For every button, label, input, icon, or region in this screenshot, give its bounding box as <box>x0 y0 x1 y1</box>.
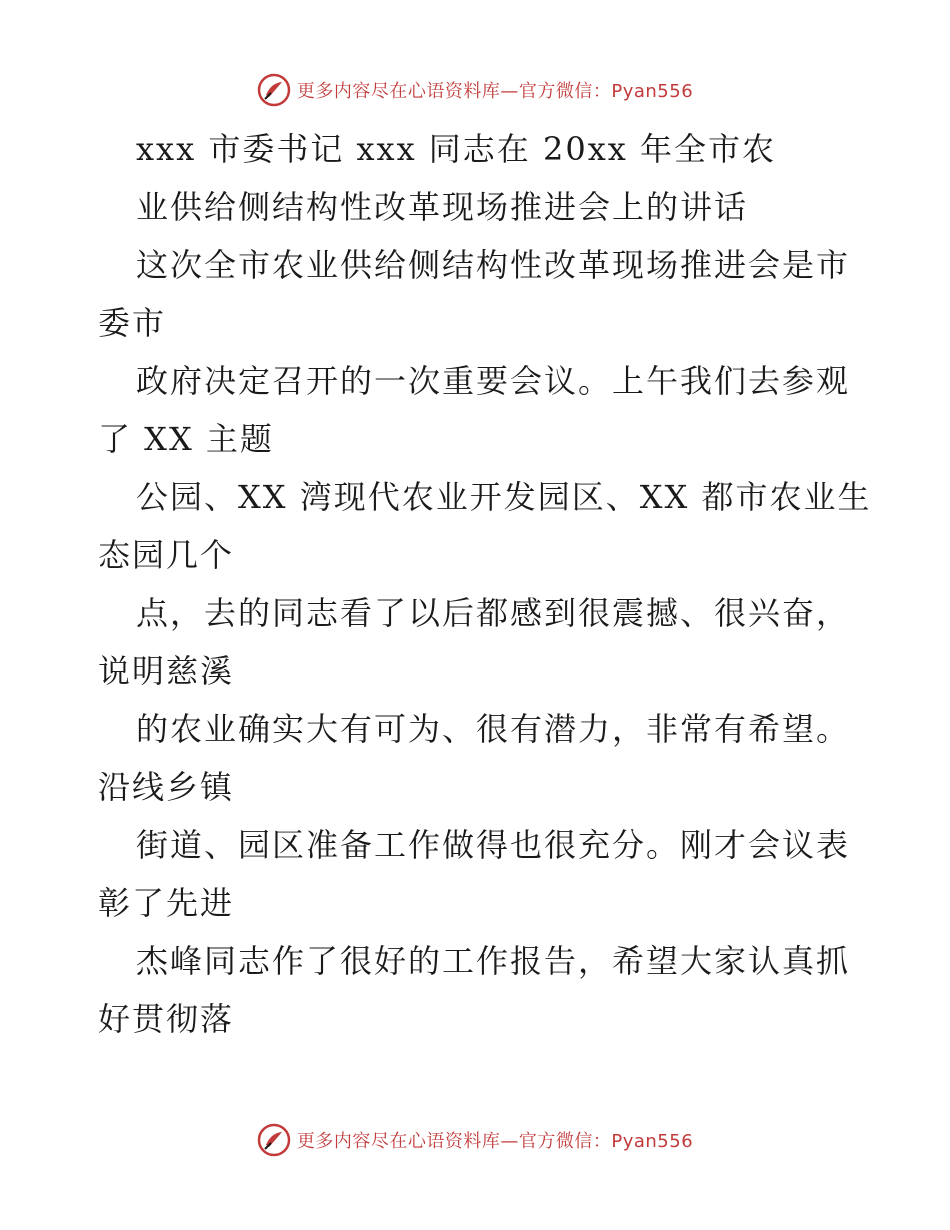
text-line: 态园几个 <box>98 536 235 574</box>
document-body <box>98 120 872 1048</box>
text-line: xxx 市委书记 xxx 同志在 20xx 年全市农 <box>136 130 776 168</box>
text-line: 公园、XX 湾现代农业开发园区、XX 都市农业生 <box>136 478 872 516</box>
text-line: 沿线乡镇 <box>98 768 235 806</box>
text-line: 好贯彻落 <box>98 1000 235 1038</box>
text-line: 了 XX 主题 <box>98 420 274 458</box>
footer-watermark <box>0 1120 950 1160</box>
scroll-pen-icon <box>257 1123 291 1157</box>
scroll-pen-icon <box>257 73 291 107</box>
text-line: 委市 <box>98 304 167 342</box>
watermark-text: 更多内容尽在心语资料库—官方微信：Pyan556 <box>296 1131 694 1152</box>
text-line: 政府决定召开的一次重要会议。上午我们去参观 <box>136 362 851 400</box>
header-watermark <box>0 70 950 110</box>
text-line: 业供给侧结构性改革现场推进会上的讲话 <box>136 188 749 226</box>
text-line: 点，去的同志看了以后都感到很震撼、很兴奋， <box>136 594 851 632</box>
text-line: 彰了先进 <box>98 884 235 922</box>
text-line: 街道、园区准备工作做得也很充分。刚才会议表 <box>136 826 851 864</box>
text-line: 的农业确实大有可为、很有潜力，非常有希望。 <box>136 710 851 748</box>
watermark-text: 更多内容尽在心语资料库—官方微信：Pyan556 <box>296 81 694 102</box>
text-line: 这次全市农业供给侧结构性改革现场推进会是市 <box>136 246 851 284</box>
text-line: 说明慈溪 <box>98 652 235 690</box>
text-line: 杰峰同志作了很好的工作报告，希望大家认真抓 <box>136 942 851 980</box>
